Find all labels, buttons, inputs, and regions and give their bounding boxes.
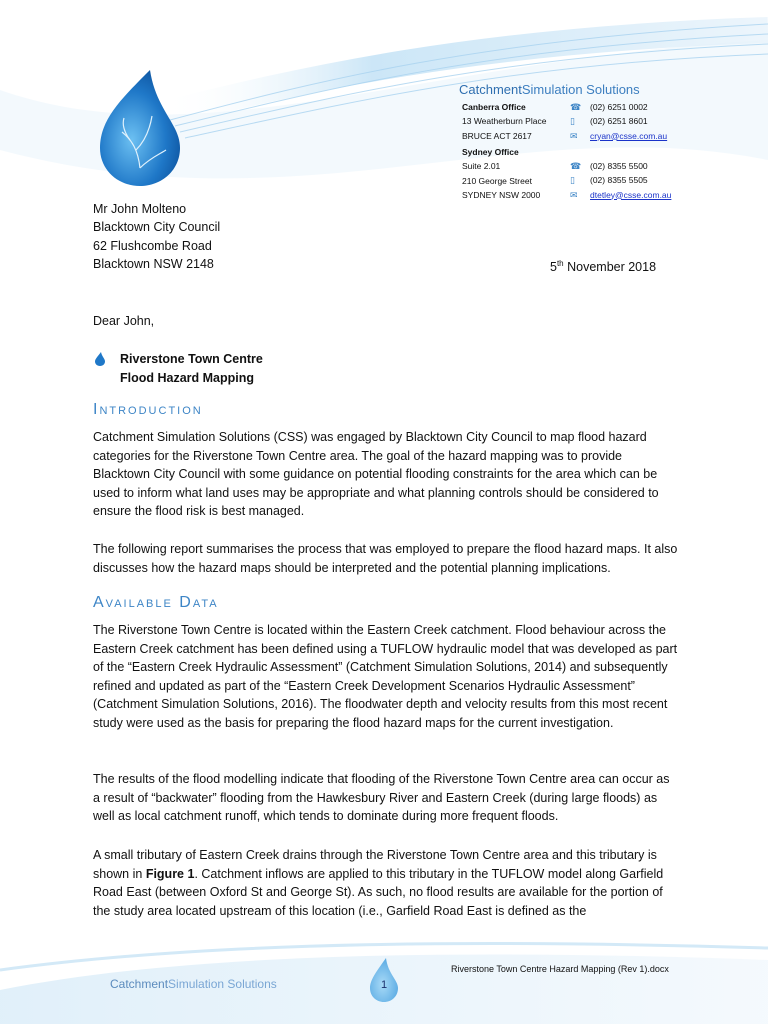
canberra-fax: (02) 6251 8601 [590,116,648,127]
canberra-email-link[interactable]: cryan@csse.com.au [590,130,668,141]
intro-paragraph-1: Catchment Simulation Solutions (CSS) was engaged by Blacktown City Council to map flood hazard categories for the Riverstone Town Centre area. The goal of the hazard mapping was to provide Blacktown City Council with some guidance on potential flooding constraints for the area which can be used to inform what land uses may be appropriate and what planning controls should be considered to ensure the flood risk is best managed. [93,430,659,519]
canberra-address-line1: 13 Weatherburn Place [462,116,547,127]
page-number: 1 [380,979,388,991]
recipient-suburb: Blacktown NSW 2148 [93,256,214,271]
data-paragraph-1: The Riverstone Town Centre is located within the Eastern Creek catchment. Flood behaviour across the Eastern Creek catchment has been defined using a TUFLOW hydraulic model that was developed as part of the “Eastern Creek Hydraulic Assessment” (Catchment Simulation Solutions, 2014) and subsequently refined and updated as part of the “Eastern Creek Development Scenarios Hydraulic Assessment” (Catchment Simulation Solutions, 2016). The floodwater depth and velocity results from this most recent study were used as the basis for preparing the flood hazard maps for the current investigation. [93,623,678,730]
sydney-phone: (02) 8355 5500 [590,161,648,171]
sydney-address-line3: SYDNEY NSW 2000 [462,189,541,200]
salutation: Dear John, [93,314,155,328]
recipient-name: Mr John Molteno [93,202,187,216]
data-paragraph-2: The results of the flood modelling indicate that flooding of the Riverstone Town Centre area can occur as a result of “backwater” flooding from the Hawkesbury River and Eastern Creek (during large floods) as well as local catchment runoff, which tends to dominate during more frequent floods. [93,772,670,824]
phone-icon: ☎ [570,161,582,171]
logo-drop-icon [100,70,180,186]
recipient-street: 62 Flushcombe Road [93,238,212,253]
footer-filename: Riverstone Town Centre Hazard Mapping (Rev 1).docx [451,964,669,974]
footer-brand-part1: Catchment [110,977,169,991]
figure-1-reference: Figure 1 [145,866,195,881]
date-rest: November 2018 [563,260,657,275]
footer-brand [110,977,277,991]
available-data-heading: Available Data [93,594,219,611]
footer-brand-part2: Simulation Solutions [168,977,277,991]
letter-date [550,255,656,276]
intro-paragraph-2: The following report summarises the process that was employed to prepare the flood hazard maps. It also discusses how the hazard maps should be interpreted and the potential planning implications. [93,542,678,575]
sydney-email-link[interactable]: dtetley@csse.com.au [590,189,672,200]
email-icon: ✉ [570,130,578,141]
recipient-address [93,200,220,273]
sydney-fax: (02) 8355 5505 [590,175,648,186]
sydney-address-line2: 210 George Street [462,175,532,186]
fax-icon: ▯ [570,175,575,186]
subject-drop-icon [95,352,105,366]
subject-line2: Flood Hazard Mapping [120,370,255,385]
subject [120,350,263,387]
sydney-office-address [462,145,540,202]
brand-part1: Catchment [459,82,522,97]
fax-icon: ▯ [570,116,575,127]
data-paragraph-3 [93,846,678,920]
canberra-office-address [462,100,546,143]
data-paragraph-3-part-b: . Catchment inflows are applied to this tributary in the TUFLOW model along Garfield Road East (between Oxford St and George St). As such, no flood results are available for the portion of the study area located upstream of this location (i.e., Garfield Road East is defined as the [93,866,664,918]
canberra-phone: (02) 6251 0002 [590,102,648,112]
brand-part2: Simulation Solutions [521,82,640,97]
canberra-office-title: Canberra Office [462,102,526,112]
email-icon: ✉ [570,189,578,200]
sydney-address-line1: Suite 2.01 [462,161,501,172]
intro-heading: Introduction [93,401,203,418]
date-suffix: th [556,259,564,268]
phone-icon: ☎ [570,102,582,112]
sydney-office-title: Sydney Office [462,147,519,157]
brand-name [459,82,640,97]
sydney-contact [570,159,671,202]
subject-line1: Riverstone Town Centre [120,352,263,366]
date-day: 5 [550,260,557,275]
canberra-address-line2: BRUCE ACT 2617 [462,130,532,141]
canberra-contact [570,100,667,143]
recipient-org: Blacktown City Council [93,220,221,235]
data-paragraph-3-part-a: A small tributary of Eastern Creek drains through the Riverstone Town Centre area and this tributary is shown in [93,848,657,881]
